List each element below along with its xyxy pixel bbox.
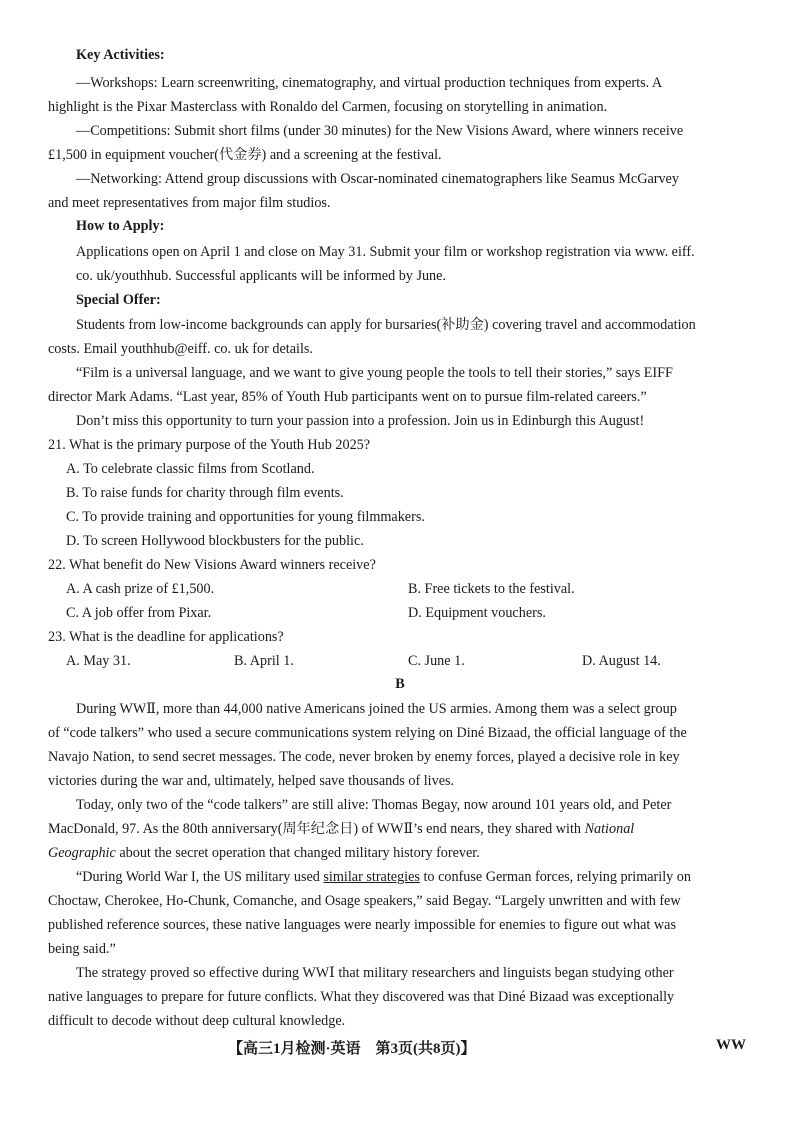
section-b-p3-line1-start: “During World War I, the US military used: [76, 869, 324, 885]
question-23-option-b[interactable]: B. April 1.: [234, 653, 294, 669]
question-22-option-c[interactable]: C. A job offer from Pixar.: [66, 605, 212, 621]
section-b-p1-line3: Navajo Nation, to send secret messages. The code, never broken by enemy forces, played a decisive role in key: [48, 749, 680, 765]
networking-text-line1: —Networking: Attend group discussions with Oscar-nominated cinematographers like Seamus McGarvey: [76, 171, 679, 187]
section-b-p1-line2: of “code talkers” who used a secure communications system relying on Diné Bizaad, the official language of the: [48, 725, 687, 741]
special-offer-text-line1: Students from low-income backgrounds can apply for bursaries(补助金) covering travel and accommodation: [76, 317, 696, 333]
key-activities-heading: Key Activities:: [76, 47, 165, 63]
question-21-option-c[interactable]: C. To provide training and opportunities for young filmmakers.: [66, 509, 425, 525]
question-23-option-a[interactable]: A. May 31.: [66, 653, 131, 669]
section-b-label: B: [395, 676, 405, 692]
page-footer-label: 【高三1月检测·英语 第3页(共8页)】: [228, 1041, 476, 1057]
apply-text-line2: co. uk/youthhub. Successful applicants will be informed by June.: [76, 268, 446, 284]
special-offer-heading: Special Offer:: [76, 292, 161, 308]
closing-text: Don’t miss this opportunity to turn your passion into a profession. Join us in Edinburgh this August!: [76, 413, 645, 429]
question-21-stem: 21. What is the primary purpose of the Youth Hub 2025?: [48, 437, 371, 453]
apply-text-line1: Applications open on April 1 and close on May 31. Submit your film or workshop registration via www. eiff.: [76, 244, 695, 260]
question-23-option-c[interactable]: C. June 1.: [408, 653, 465, 669]
competitions-text-line2: £1,500 in equipment voucher(代金券) and a screening at the festival.: [48, 147, 442, 163]
question-21-option-a[interactable]: A. To celebrate classic films from Scotland.: [66, 461, 315, 477]
national-geographic-title-part2: Geographic: [48, 845, 116, 861]
section-b-p3-line1-end: to confuse German forces, relying primarily on: [419, 869, 691, 885]
question-22-option-b[interactable]: B. Free tickets to the festival.: [408, 581, 575, 597]
national-geographic-title-part1: National: [584, 821, 635, 837]
section-b-p2-line3-text: about the secret operation that changed military history forever.: [115, 845, 480, 861]
question-23-option-d[interactable]: D. August 14.: [582, 653, 661, 669]
how-to-apply-heading: How to Apply:: [76, 218, 165, 234]
quote-text-line2: director Mark Adams. “Last year, 85% of Youth Hub participants went on to pursue film-related careers.”: [48, 389, 647, 405]
section-b-p2-line3: [48, 841, 480, 865]
question-23-stem: 23. What is the deadline for applications?: [48, 629, 284, 645]
question-22-option-a[interactable]: A. A cash prize of £1,500.: [66, 581, 215, 597]
section-b-p3-line1: [76, 865, 691, 889]
section-b-p3-line3: published reference sources, these native languages were nearly impossible for enemies to figure out what was: [48, 917, 676, 933]
quote-text-line1: “Film is a universal language, and we want to give young people the tools to tell their stories,” says EIFF: [76, 365, 673, 381]
section-b-p3-line2: Choctaw, Cherokee, Ho-Chunk, Comanche, and Osage speakers,” said Begay. “Largely unwritten and with few: [48, 893, 681, 909]
special-offer-text-line2: costs. Email youthhub@eiff. co. uk for details.: [48, 341, 313, 357]
section-b-p4-line3: difficult to decode without deep cultural knowledge.: [48, 1013, 346, 1029]
workshops-text-line2: highlight is the Pixar Masterclass with Ronaldo del Carmen, focusing on storytelling in animation.: [48, 99, 608, 115]
section-b-p2-line2-text: MacDonald, 97. As the 80th anniversary(周年纪念日) of WWⅡ’s end nears, they shared with: [48, 821, 585, 837]
question-22-option-d[interactable]: D. Equipment vouchers.: [408, 605, 546, 621]
page-footer-code: WW: [716, 1037, 746, 1053]
section-b-p4-line1: The strategy proved so effective during WWⅠ that military researchers and linguists began studying other: [76, 965, 674, 981]
section-b-p1-line4: victories during the war and, ultimately, helped save thousands of lives.: [48, 773, 455, 789]
similar-strategies-underlined: similar strategies: [323, 869, 420, 885]
networking-text-line2: and meet representatives from major film studios.: [48, 195, 331, 211]
section-b-p4-line2: native languages to prepare for future conflicts. What they discovered was that Diné Bizaad was exceptionally: [48, 989, 675, 1005]
section-b-p3-line4: being said.”: [48, 941, 116, 957]
section-b-p2-line2: [48, 817, 634, 841]
question-21-option-d[interactable]: D. To screen Hollywood blockbusters for the public.: [66, 533, 364, 549]
workshops-text-line1: —Workshops: Learn screenwriting, cinematography, and virtual production techniques from experts. A: [76, 75, 663, 91]
question-21-option-b[interactable]: B. To raise funds for charity through film events.: [66, 485, 344, 501]
section-b-p2-line1: Today, only two of the “code talkers” are still alive: Thomas Begay, now around 101 years old, and Peter: [76, 797, 672, 813]
competitions-text-line1: —Competitions: Submit short films (under 30 minutes) for the New Visions Award, where winners receive: [76, 123, 684, 139]
section-b-p1-line1: During WWⅡ, more than 44,000 native Americans joined the US armies. Among them was a select group: [76, 701, 677, 717]
question-22-stem: 22. What benefit do New Visions Award winners receive?: [48, 557, 376, 573]
